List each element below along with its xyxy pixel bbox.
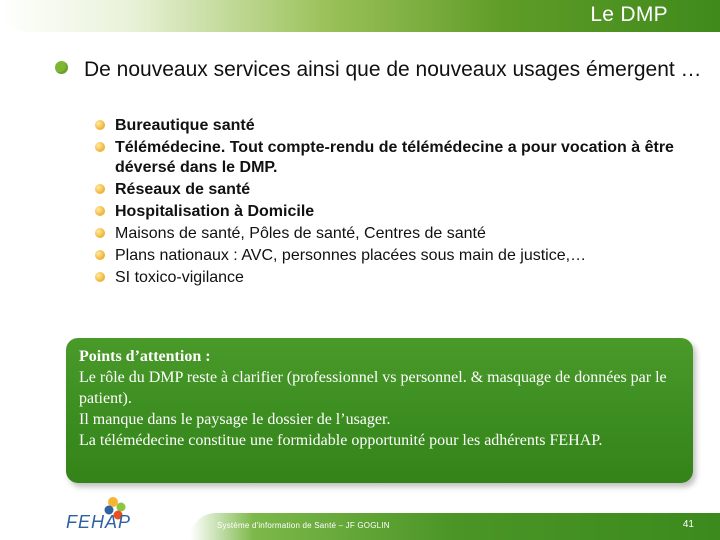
- list-item-text: Réseaux de santé: [115, 181, 251, 198]
- list-item: [95, 246, 695, 266]
- list-item: [95, 180, 695, 200]
- list-item: [95, 202, 695, 222]
- footer-caption: Système d'information de Santé – JF GOGLIN: [217, 521, 390, 530]
- slide-header: [0, 0, 720, 32]
- sub-bullet-list: [95, 116, 695, 290]
- green-bullet-icon: [55, 61, 68, 74]
- list-item-text: Maisons de santé, Pôles de santé, Centres de santé: [115, 225, 486, 242]
- list-item-text: Hospitalisation à Domicile: [115, 203, 315, 220]
- list-item-text: Bureautique santé: [115, 117, 255, 134]
- list-item: [95, 116, 695, 136]
- orange-bullet-icon: [95, 250, 105, 260]
- logo-text: FEHAP: [66, 512, 132, 532]
- callout-line: La télémédecine constitue une formidable opportunité pour les adhérents FEHAP.: [79, 432, 603, 449]
- orange-bullet-icon: [95, 228, 105, 238]
- list-item-text: Télémédecine. Tout compte-rendu de télémédecine a pour vocation à être déversé dans le DMP.: [115, 139, 674, 176]
- list-item: [95, 268, 695, 288]
- main-bullet-text: De nouveaux services ainsi que de nouveaux usages émergent …: [84, 58, 702, 81]
- orange-bullet-icon: [95, 142, 105, 152]
- page-number: 41: [682, 519, 694, 530]
- orange-bullet-icon: [95, 120, 105, 130]
- callout-title: Points d’attention :: [79, 348, 211, 365]
- orange-bullet-icon: [95, 272, 105, 282]
- callout-line: Le rôle du DMP reste à clarifier (professionnel vs personnel. & masquage de données par le patient).: [79, 369, 667, 407]
- callout-line: Il manque dans le paysage le dossier de l’usager.: [79, 411, 391, 428]
- slide-title: Le DMP: [590, 3, 668, 26]
- orange-bullet-icon: [95, 206, 105, 216]
- fehap-logo: [62, 494, 132, 540]
- list-item: [95, 138, 695, 178]
- main-bullet: [55, 55, 705, 84]
- list-item-text: SI toxico-vigilance: [115, 269, 244, 286]
- attention-callout-text: [79, 346, 689, 451]
- orange-bullet-icon: [95, 184, 105, 194]
- list-item-text: Plans nationaux : AVC, personnes placées sous main de justice,…: [115, 247, 587, 264]
- list-item: [95, 224, 695, 244]
